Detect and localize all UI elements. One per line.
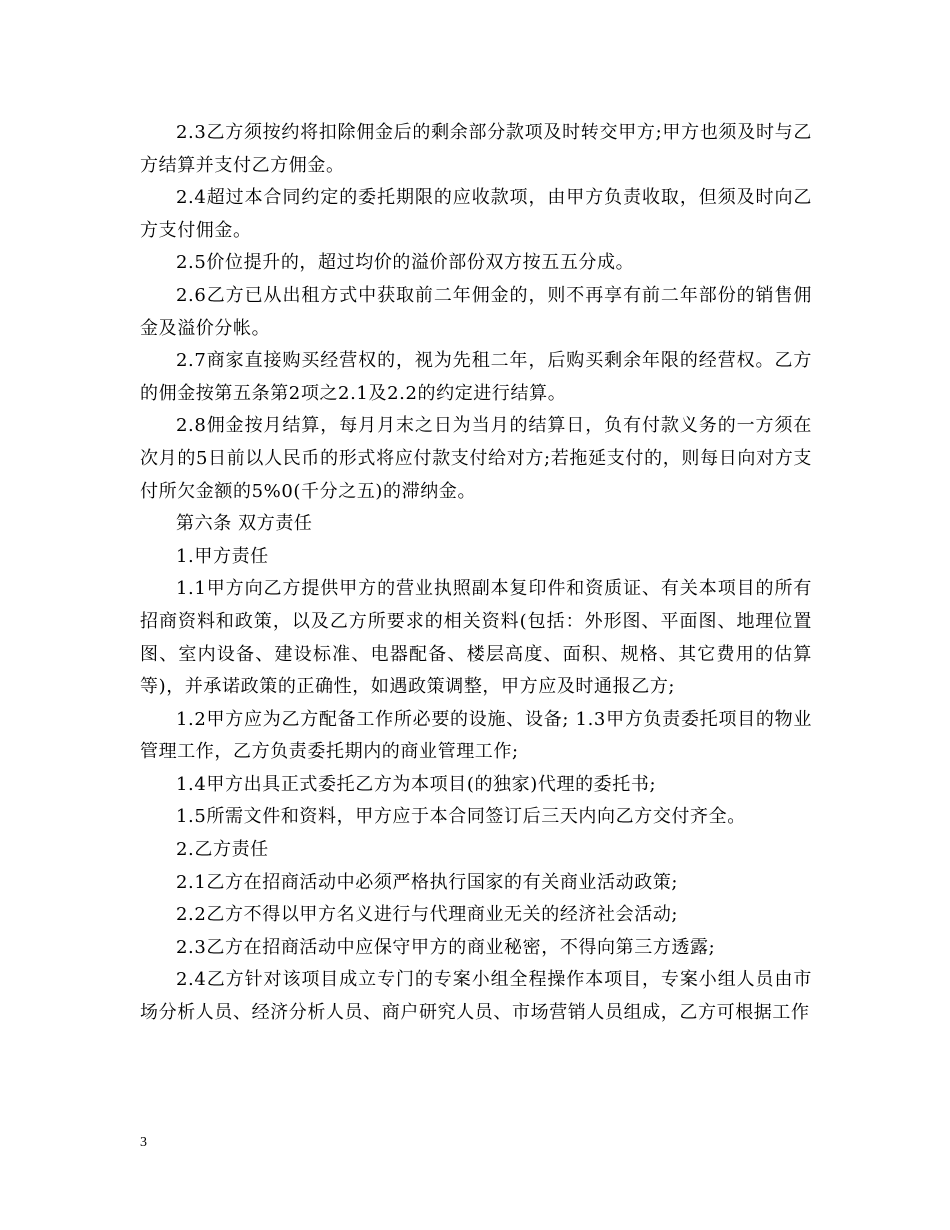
paragraph-2-4: 2.4超过本合同约定的委托期限的应收款项，由甲方负责收取，但须及时向乙方支付佣金。	[140, 187, 812, 241]
paragraph-b-2-4: 2.4乙方针对该项目成立专门的专案小组全程操作本项目，专案小组人员由市场分析人员、经济分析人员、商户研究人员、市场营销人员组成，乙方可根据工作	[140, 969, 812, 1024]
paragraph-b-2-1: 2.1乙方在招商活动中必须严格执行国家的有关商业活动政策;	[176, 871, 679, 893]
subheading-party-a-duties: 1.甲方责任	[176, 545, 269, 567]
paragraph-1-1: 1.1甲方向乙方提供甲方的营业执照副本复印件和资质证、有关本项目的所有招商资料和政策，以及乙方所要求的相关资料(包括：外形图、平面图、地理位置图、室内设备、建设标准、电器配备、楼层高度、面积、规格、其它费用的估算等)，并承诺政策的正确性，如遇政策调整，甲方应及时通报乙方;	[140, 578, 812, 698]
paragraph-1-4: 1.4甲方出具正式委托乙方为本项目(的独家)代理的委托书;	[176, 773, 657, 795]
document-body	[140, 117, 812, 1030]
paragraph-2-8: 2.8佣金按月结算，每月月末之日为当月的结算日，负有付款义务的一方须在次月的5日前以人民币的形式将应付款支付给对方;若拖延支付的，则每日向对方支付所欠金额的5%0(千分之五)的滞纳金。	[140, 415, 812, 502]
paragraph-2-6: 2.6乙方已从出租方式中获取前二年佣金的，则不再享有前二年部份的销售佣金及溢价分帐。	[140, 284, 812, 339]
section-heading-article-6: 第六条 双方责任	[176, 513, 313, 535]
paragraph-2-5: 2.5价位提升的，超过均价的溢价部份双方按五五分成。	[176, 252, 635, 274]
paragraph-b-2-2: 2.2乙方不得以甲方名义进行与代理商业无关的经济社会活动;	[176, 904, 679, 926]
paragraph-2-7: 2.7商家直接购买经营权的，视为先租二年，后购买剩余年限的经营权。乙方的佣金按第五条第2项之2.1及2.2的约定进行结算。	[140, 350, 812, 404]
paragraph-1-2: 1.2甲方应为乙方配备工作所必要的设施、设备; 1.3甲方负责委托项目的物业管理工作，乙方负责委托期内的商业管理工作;	[140, 708, 812, 763]
paragraph-1-5: 1.5所需文件和资料，甲方应于本合同签订后三天内向乙方交付齐全。	[176, 806, 746, 828]
paragraph-b-2-3: 2.3乙方在招商活动中应保守甲方的商业秘密，不得向第三方透露;	[176, 936, 716, 958]
paragraph-2-3: 2.3乙方须按约将扣除佣金后的剩余部分款项及时转交甲方;甲方也须及时与乙方结算并支付乙方佣金。	[140, 122, 812, 176]
subheading-party-b-duties: 2.乙方责任	[176, 839, 269, 861]
page-number: 3	[140, 1135, 147, 1150]
